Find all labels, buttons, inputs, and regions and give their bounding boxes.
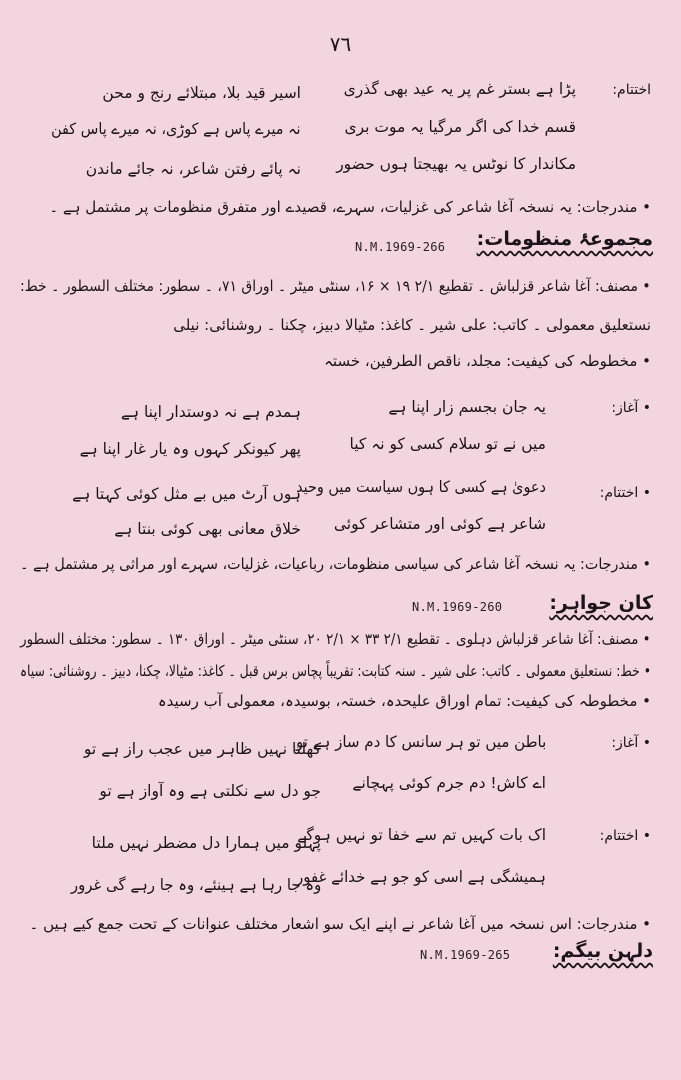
verse-second-hemistich: خلاق معانی بھی کوئی بنتا ہے xyxy=(114,520,301,538)
entry-title: مجموعۂ منظومات: xyxy=(476,228,653,250)
verse-second-hemistich: نہ میرے پاس ہے کوڑی، نہ میرے پاس کفن xyxy=(51,120,301,138)
catalog-number: N.M.1969-260 xyxy=(412,600,503,614)
verse-first-hemistich: شاعر ہے کوئی اور متشاعر کوئی xyxy=(333,515,546,533)
verse-first-hemistich: قسم خدا کی اگر مرگیا یہ موت بری xyxy=(344,118,576,136)
catalog-number: N.M.1969-265 xyxy=(420,948,511,962)
verse-second-hemistich: وہ جا رہا ہے ہینئے، وہ جا رہے گی غرور xyxy=(70,876,321,894)
entry-title: کان جواہر: xyxy=(549,592,653,614)
catalog-number: N.M.1969-266 xyxy=(355,240,446,254)
aghaz-label: • آغاز: xyxy=(611,400,651,416)
kaifiyat-line: • مخطوطہ کی کیفیت: تمام اوراق علیحدہ، خستہ، بوسیدہ، معمولی آب رسیدہ xyxy=(157,692,651,710)
verse-second-hemistich: پہلو میں ہمارا دل مضطر نہیں ملتا xyxy=(91,834,321,852)
verse-first-hemistich: یہ جان بجسم زار اپنا ہے xyxy=(388,398,546,416)
musannif-line: • مصنف: آغا شاعر قزلباش دہلوی ۔ تقطیع ۲/۱ ۳۳ × ۲/۱ ۲۰، سنٹی میٹر ۔ اوراق ۱۳۰ ۔ سطور: مختلف السطور xyxy=(20,630,651,648)
ikhtitam-label: • اختتام: xyxy=(599,485,651,501)
khatt-line: • خط: نستعلیق معمولی ۔ کاتب: علی شیر ۔ سنہ کتابت: تقریباً پچاس برس قبل ۔ کاغذ: مٹیالا، چکنا، دبیز ۔ روشنائی: سیاہ xyxy=(19,662,651,680)
verse-first-hemistich: مکاندار کا نوٹس یہ بھیجتا ہوں حضور xyxy=(336,155,576,173)
entry-title: دلہن بیگم: xyxy=(552,940,653,962)
ikhtitam-label: • اختتام: xyxy=(599,828,651,844)
verse-first-hemistich: اک بات کہیں تم سے خفا تو نہیں ہوگے xyxy=(297,826,546,844)
page-number: ٧٦ xyxy=(329,32,352,56)
kaifiyat-line: • مخطوطہ کی کیفیت: مجلد، ناقص الطرفین، خستہ xyxy=(324,352,651,370)
verse-second-hemistich: جو دل سے نکلتی ہے وہ آواز ہے تو xyxy=(99,782,321,800)
verse-second-hemistich: پھر کیونکر کہوں وہ یار غار اپنا ہے xyxy=(79,440,301,458)
aghaz-label: • آغاز: xyxy=(611,735,651,751)
verse-second-hemistich: ہمدم ہے نہ دوستدار اپنا ہے xyxy=(120,403,301,421)
verse-second-hemistich: نہ پائے رفتن شاعر، نہ جائے ماندن xyxy=(85,160,301,178)
verse-first-hemistich: اے کاش! دم جرم کوئی پہچانے xyxy=(352,774,546,792)
mundarijat-line: • مندرجات: اس نسخہ میں آغا شاعر نے اپنے ایک سو اشعار مختلف عنوانات کے تحت جمع کیے ہیں ۔ xyxy=(29,915,651,933)
verse-first-hemistich: ہمیشگی ہے اسی کو جو ہے خدائے غفور xyxy=(296,868,546,886)
verse-first-hemistich: میں نے تو سلام کسی کو نہ کیا xyxy=(349,435,546,453)
khatt-line: نستعلیق معمولی ۔ کاتب: علی شیر ۔ کاغذ: مٹیالا دبیز، چکنا ۔ روشنائی: نیلی xyxy=(173,316,651,334)
mundarijat-line: • مندرجات: یہ نسخہ آغا شاعر کی غزلیات، سہرے، قصیدے اور متفرق منظومات پر مشتمل ہے ۔ xyxy=(49,198,651,216)
verse-second-hemistich: کھلتا نہیں ظاہر میں عجب راز ہے تو xyxy=(83,740,321,758)
musannif-line: • مصنف: آغا شاعر قزلباش ۔ تقطیع ۲/۱ ۱۹ × ۱۶، سنٹی میٹر ۔ اوراق ۷۱، ۔ سطور: مختلف السطور ۔ خط: xyxy=(20,277,651,295)
ikhtitam-label: اختتام: xyxy=(612,82,651,98)
verse-second-hemistich: اسیر قید بلا، مبتلائے رنج و محن xyxy=(102,84,301,102)
verse-first-hemistich: دعویٰ ہے کسی کا ہوں سیاست میں وحید xyxy=(296,478,546,496)
verse-first-hemistich: باطن میں تو ہر سانس کا دم ساز ہے تو xyxy=(295,733,546,751)
mundarijat-line: • مندرجات: یہ نسخہ آغا شاعر کی سیاسی منظومات، رباعیات، غزلیات، سہرے اور مراثی پر مشتمل ہے ۔ xyxy=(20,555,651,573)
verse-first-hemistich: پڑا ہے بستر غم پر یہ عید بھی گذری xyxy=(343,80,576,98)
verse-second-hemistich: ہوں آرٹ میں بے مثل کوئی کہتا ہے xyxy=(72,485,301,503)
